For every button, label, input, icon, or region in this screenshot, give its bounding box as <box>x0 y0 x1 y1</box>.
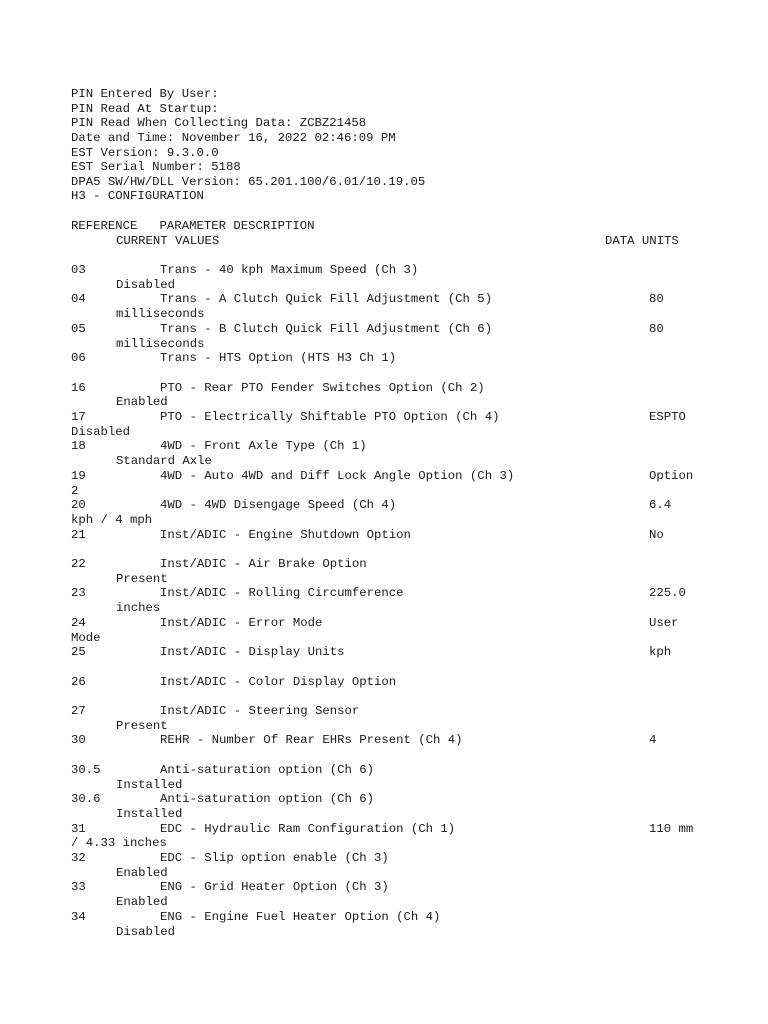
row-description: Inst/ADIC - Display Units <box>160 645 345 660</box>
row-current-value: Present <box>116 571 168 586</box>
row-current-value: Disabled <box>116 924 176 939</box>
row-value: ESPTO <box>649 410 686 424</box>
row-reference: 03 <box>71 263 86 277</box>
row-current-value: milliseconds <box>116 336 205 351</box>
row-reference: 30.6 <box>71 792 101 807</box>
row-value: 4 <box>649 733 657 748</box>
row-reference: 32 <box>71 851 86 865</box>
row-value: 80 <box>649 292 664 307</box>
row-current-value: / 4.33 inches <box>71 836 167 851</box>
row-current-value: Installed <box>116 806 183 821</box>
row-description: 4WD - Auto 4WD and Diff Lock Angle Option (Ch 3) <box>160 468 515 483</box>
row-current-value: kph / 4 mph <box>71 512 153 527</box>
row-reference: 16 <box>71 380 86 395</box>
row-value: 80 <box>649 321 664 336</box>
pin-entered-line: PIN Entered By User: <box>71 87 219 101</box>
row-reference: 30 <box>71 733 86 748</box>
row-reference: 24 <box>71 615 86 630</box>
row-current-value: Present <box>116 718 168 733</box>
row-description: Anti-saturation option (Ch 6) <box>160 762 375 777</box>
row-value: 6.4 <box>649 498 672 513</box>
row-current-value: Enabled <box>116 865 168 880</box>
row-description: 4WD - Front Axle Type (Ch 1) <box>160 439 367 454</box>
date-time-line: Date and Time: November 16, 2022 02:46:09 PM <box>71 131 396 145</box>
row-description: Inst/ADIC - Error Mode <box>160 615 323 630</box>
row-reference: 25 <box>71 645 86 660</box>
pin-collecting-line: PIN Read When Collecting Data: ZCBZ21458 <box>71 116 367 130</box>
row-value: User <box>649 615 679 630</box>
row-reference: 05 <box>71 321 86 336</box>
row-description: REHR - Number Of Rear EHRs Present (Ch 4) <box>160 733 463 748</box>
row-reference: 04 <box>71 292 86 307</box>
row-current-value: Standard Axle <box>116 454 212 469</box>
row-current-value: Installed <box>116 777 183 792</box>
row-current-value: Enabled <box>116 895 168 910</box>
est-version-line: EST Version: 9.3.0.0 <box>71 146 219 160</box>
row-reference: 34 <box>71 909 86 924</box>
row-current-value: Enabled <box>116 395 168 410</box>
row-description: Trans - 40 kph Maximum Speed (Ch 3) <box>160 263 419 277</box>
row-current-value: Disabled <box>116 277 176 292</box>
section-title: H3 - CONFIGURATION <box>71 189 204 203</box>
row-value: No <box>649 527 664 542</box>
row-reference: 06 <box>71 351 86 366</box>
row-value: kph <box>649 645 672 660</box>
column-header-reference: REFERENCE PARAMETER DESCRIPTION <box>71 219 315 233</box>
row-value: Option <box>649 468 694 483</box>
column-header-data-units: DATA UNITS <box>605 234 679 248</box>
row-description: Inst/ADIC - Rolling Circumference <box>160 586 404 601</box>
row-current-value: milliseconds <box>116 307 205 322</box>
row-description: ENG - Grid Heater Option (Ch 3) <box>160 880 389 895</box>
row-reference: 33 <box>71 880 86 895</box>
row-reference: 21 <box>71 527 86 542</box>
row-description: EDC - Slip option enable (Ch 3) <box>160 851 389 865</box>
row-reference: 20 <box>71 498 86 513</box>
row-reference: 17 <box>71 410 86 424</box>
row-description: Anti-saturation option (Ch 6) <box>160 792 375 807</box>
row-description: Trans - A Clutch Quick Fill Adjustment (Ch 5) <box>160 292 493 307</box>
row-reference: 27 <box>71 704 86 718</box>
row-description: EDC - Hydraulic Ram Configuration (Ch 1) <box>160 821 456 836</box>
est-serial-line: EST Serial Number: 5188 <box>71 160 241 174</box>
row-current-value: 2 <box>71 483 79 498</box>
row-description: PTO - Electrically Shiftable PTO Option (Ch 4) <box>160 410 500 424</box>
row-current-value: inches <box>116 601 161 616</box>
row-description: Trans - B Clutch Quick Fill Adjustment (Ch 6) <box>160 321 493 336</box>
row-reference: 26 <box>71 674 86 689</box>
row-reference: 30.5 <box>71 762 101 777</box>
column-header-current-values: CURRENT VALUES <box>116 234 220 248</box>
row-description: ENG - Engine Fuel Heater Option (Ch 4) <box>160 909 441 924</box>
row-reference: 31 <box>71 821 86 836</box>
row-description: Inst/ADIC - Color Display Option <box>160 674 397 689</box>
pin-startup-line: PIN Read At Startup: <box>71 102 219 116</box>
row-description: Inst/ADIC - Steering Sensor <box>160 704 360 718</box>
row-reference: 19 <box>71 468 86 483</box>
row-reference: 18 <box>71 439 86 454</box>
row-reference: 22 <box>71 557 86 571</box>
row-current-value: Disabled <box>71 424 131 439</box>
row-description: Inst/ADIC - Air Brake Option <box>160 557 367 571</box>
row-current-value: Mode <box>71 630 101 645</box>
row-description: 4WD - 4WD Disengage Speed (Ch 4) <box>160 498 397 513</box>
row-description: Inst/ADIC - Engine Shutdown Option <box>160 527 411 542</box>
row-reference: 23 <box>71 586 86 601</box>
row-description: Trans - HTS Option (HTS H3 Ch 1) <box>160 351 397 366</box>
dpa5-version-line: DPA5 SW/HW/DLL Version: 65.201.100/6.01/10.19.05 <box>71 175 426 189</box>
row-value: 110 mm <box>649 821 694 836</box>
row-description: PTO - Rear PTO Fender Switches Option (Ch 2) <box>160 380 485 395</box>
row-value: 225.0 <box>649 586 686 601</box>
